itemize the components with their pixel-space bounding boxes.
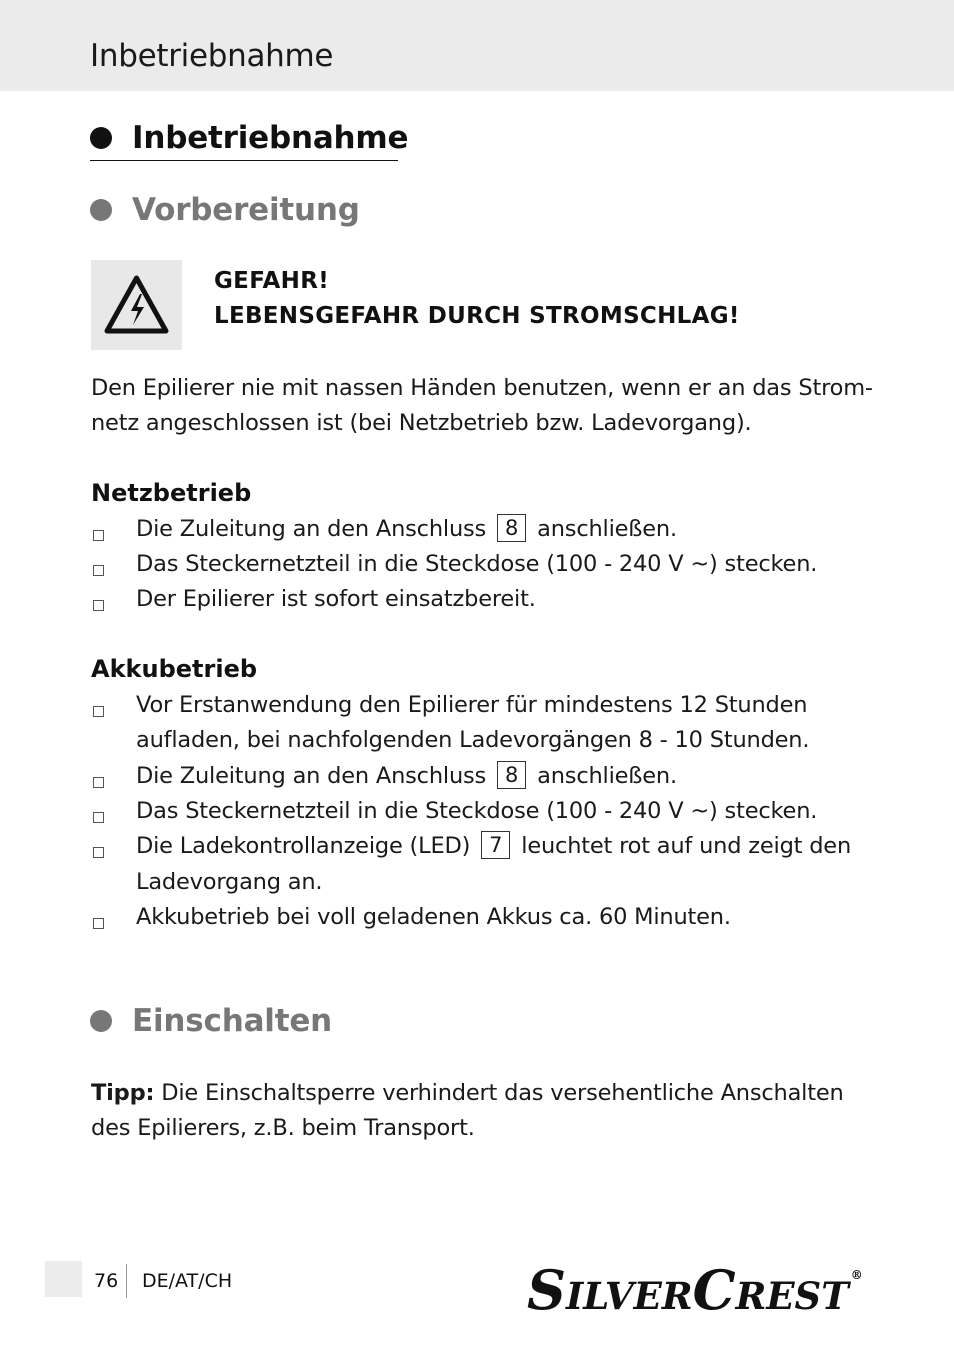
section-heading-inbetriebnahme xyxy=(90,120,408,156)
list-item xyxy=(136,829,851,864)
tip-line xyxy=(91,1076,844,1111)
intro-line: Den Epilierer nie mit nassen Händen benutzen, wenn er an das Strom- xyxy=(91,375,873,401)
list-item-text: Die Ladekontrollanzeige (LED) xyxy=(136,833,471,859)
footer-divider xyxy=(126,1264,127,1298)
part-reference: 8 xyxy=(497,761,526,789)
section-heading-text: Vorbereitung xyxy=(132,192,360,228)
list-item: Der Epilierer ist sofort einsatzbereit. xyxy=(136,586,536,612)
part-reference: 8 xyxy=(497,514,526,542)
checkbox-bullet-icon xyxy=(93,918,104,929)
locale-label: DE/AT/CH xyxy=(142,1270,233,1292)
list-item xyxy=(136,512,677,547)
page-number: 76 xyxy=(94,1270,119,1292)
checkbox-bullet-icon xyxy=(93,847,104,858)
tip-text: Die Einschaltsperre verhindert das versehentliche Anschalten xyxy=(161,1080,844,1106)
checkbox-bullet-icon xyxy=(93,777,104,788)
list-item-text: anschließen. xyxy=(537,763,677,789)
bullet-dot-icon xyxy=(90,1010,112,1032)
checkbox-bullet-icon xyxy=(93,530,104,541)
list-item-continuation: aufladen, bei nachfolgenden Ladevorgängen 8 - 10 Stunden. xyxy=(136,727,810,753)
list-item-text: Die Zuleitung an den Anschluss xyxy=(136,516,487,542)
list-item-continuation: Ladevorgang an. xyxy=(136,869,323,895)
tip-label: Tipp: xyxy=(91,1080,155,1106)
electric-hazard-icon xyxy=(103,274,170,336)
subheading-akkubetrieb: Akkubetrieb xyxy=(91,655,258,683)
logo-part: ILVER xyxy=(566,1274,693,1318)
list-item-text: Die Zuleitung an den Anschluss xyxy=(136,763,487,789)
logo-part: REST xyxy=(735,1274,849,1318)
bullet-dot-icon xyxy=(90,199,112,221)
warning-title: GEFAHR! xyxy=(214,268,330,294)
list-item: Vor Erstanwendung den Epilierer für mindestens 12 Stunden xyxy=(136,692,808,718)
registered-mark: ® xyxy=(850,1268,863,1282)
checkbox-bullet-icon xyxy=(93,600,104,611)
footer-marker xyxy=(45,1261,82,1297)
list-item: Akkubetrieb bei voll geladenen Akkus ca. 60 Minuten. xyxy=(136,904,731,930)
intro-line: netz angeschlossen ist (bei Netzbetrieb bzw. Ladevorgang). xyxy=(91,410,752,436)
section-heading-text: Inbetriebnahme xyxy=(132,120,409,156)
checkbox-bullet-icon xyxy=(93,706,104,717)
list-item-text: leuchtet rot auf und zeigt den xyxy=(521,833,852,859)
warning-icon-box xyxy=(91,260,182,350)
checkbox-bullet-icon xyxy=(93,565,104,576)
part-reference: 7 xyxy=(481,831,510,859)
list-item xyxy=(136,759,677,794)
silvercrest-logo xyxy=(527,1258,863,1322)
bullet-dot-icon xyxy=(90,127,112,149)
section-heading-text: Einschalten xyxy=(132,1003,333,1039)
warning-subtitle: LEBENSGEFAHR DURCH STROMSCHLAG! xyxy=(214,303,740,329)
list-item: Das Steckernetzteil in die Steckdose (100 - 240 V ~) stecken. xyxy=(136,551,818,577)
list-item-text: anschließen. xyxy=(537,516,677,542)
logo-part: C xyxy=(692,1258,736,1322)
page-title: Inbetriebnahme xyxy=(90,38,334,74)
tip-line: des Epilierers, z.B. beim Transport. xyxy=(91,1115,475,1141)
section-underline xyxy=(90,160,398,161)
section-heading-vorbereitung xyxy=(90,192,360,228)
section-heading-einschalten xyxy=(90,1003,332,1039)
subheading-netzbetrieb: Netzbetrieb xyxy=(91,479,252,507)
logo-part: S xyxy=(527,1258,566,1322)
checkbox-bullet-icon xyxy=(93,812,104,823)
list-item: Das Steckernetzteil in die Steckdose (100 - 240 V ~) stecken. xyxy=(136,798,818,824)
